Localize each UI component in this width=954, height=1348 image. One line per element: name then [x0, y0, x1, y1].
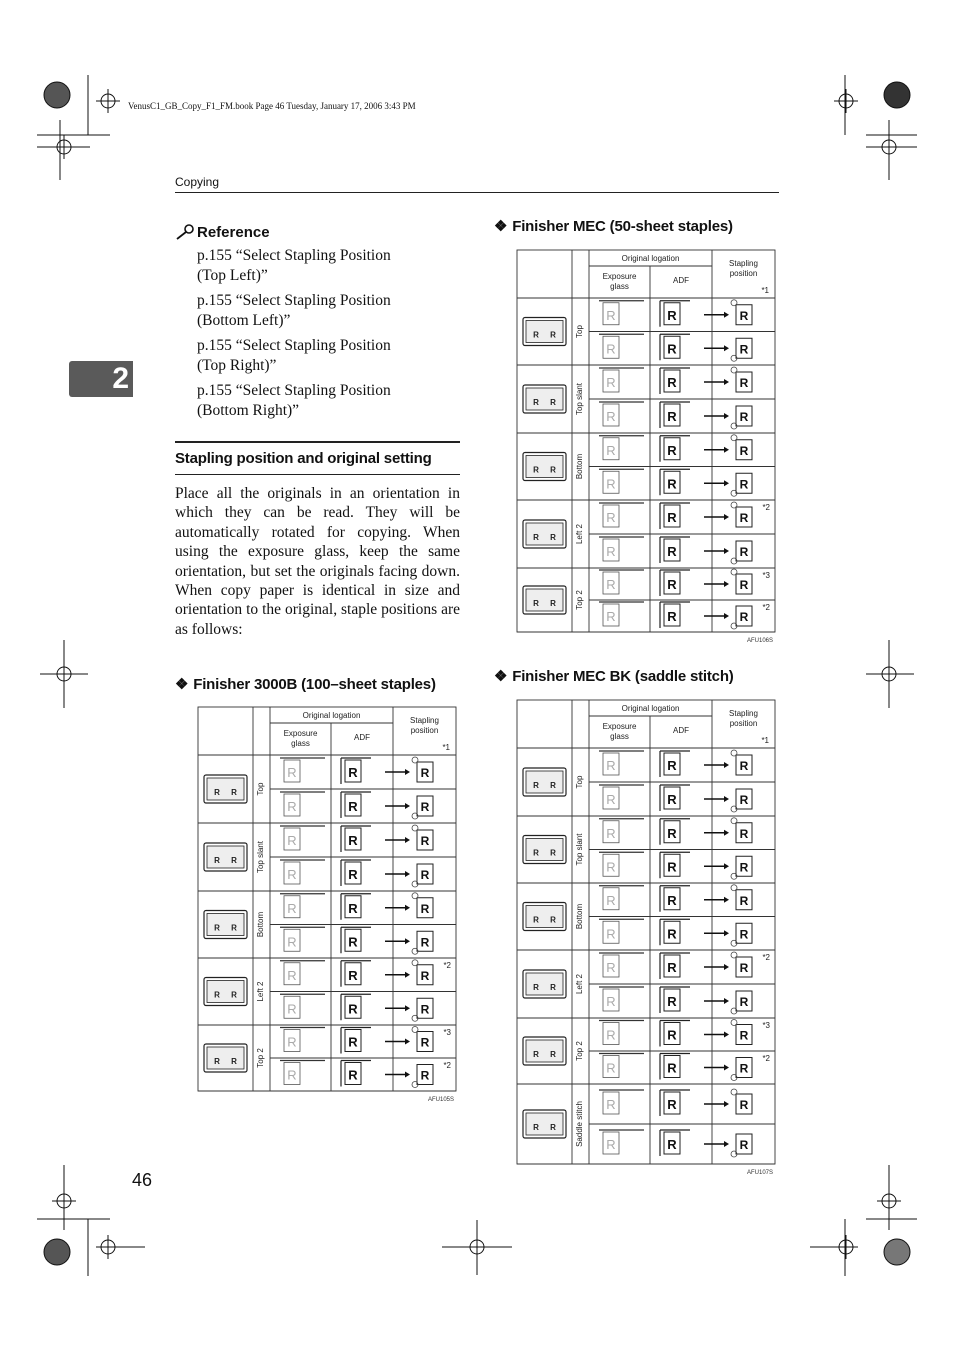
reference-item-line: (Top Left)” [197, 267, 268, 284]
arrow-head-icon [724, 514, 729, 520]
row-label: Bottom [575, 903, 584, 930]
note-marker: *1 [761, 736, 769, 745]
page-adf-glyph-icon: R [667, 375, 677, 390]
arrow-head-icon [724, 312, 729, 318]
page-adf-glyph-icon: R [667, 307, 677, 323]
page-glass-glyph-icon: R [287, 934, 297, 950]
output-glyph-icon: R [739, 443, 749, 458]
output-glyph-icon: R [739, 1028, 749, 1043]
output-glyph-icon: R [739, 578, 749, 592]
page-glass-glyph-icon: R [287, 833, 297, 848]
orientation-glyph-icon: R [533, 848, 539, 858]
col-original-label: Original logation [302, 711, 361, 720]
output-glyph-icon: R [739, 893, 749, 908]
arrow-head-icon [405, 1005, 410, 1011]
col-exposure-label: glass [610, 282, 629, 291]
reference-heading [175, 224, 270, 244]
page-adf-glyph-icon: R [348, 934, 358, 950]
output-glyph-icon: R [739, 927, 749, 942]
note-marker: *2 [443, 961, 451, 970]
orientation-icon-inner [526, 321, 563, 343]
output-glyph-icon: R [420, 901, 430, 916]
arrow-head-icon [724, 447, 729, 453]
page-glass-glyph-icon: R [606, 442, 616, 458]
finisher-mec-title: Finisher MEC (50-sheet staples) [512, 218, 733, 235]
output-glyph-icon: R [420, 935, 430, 950]
staple-icon [731, 1020, 737, 1026]
col-exposure-label: glass [610, 732, 629, 741]
finisher-mec-bk-heading [494, 667, 734, 685]
page-adf-glyph-icon: R [667, 758, 677, 773]
col-original-label: Original logation [621, 254, 680, 263]
row-label: Top slant [575, 833, 584, 866]
arrow-head-icon [724, 930, 729, 936]
page-adf-glyph-icon: R [667, 1027, 677, 1043]
page-glass-glyph-icon: R [606, 859, 616, 875]
note-marker: *2 [762, 1054, 770, 1063]
output-glyph-icon: R [739, 376, 749, 390]
col-exposure-label: glass [291, 739, 310, 748]
col-original-label: Original logation [621, 704, 680, 713]
page-glass-glyph-icon: R [287, 1067, 297, 1083]
output-glyph-icon: R [420, 868, 430, 882]
page-adf-glyph-icon: R [348, 799, 358, 814]
reference-item-line: (Top Right)” [197, 357, 277, 374]
staple-icon [731, 750, 737, 756]
col-exposure-label: Exposure [602, 722, 637, 731]
orientation-glyph-icon: R [231, 856, 237, 865]
page-adf-glyph-icon: R [667, 544, 677, 559]
staple-table-mec [517, 250, 777, 650]
note-marker: *1 [442, 743, 450, 752]
col-stapling-label: position [729, 269, 758, 278]
page-glass-glyph-icon: R [606, 1027, 616, 1043]
arrow-head-icon [405, 837, 410, 843]
arrow-head-icon [724, 379, 729, 385]
finisher-3000b-heading [175, 675, 436, 693]
figure-code: AFU107S [746, 1170, 773, 1176]
header-rule [175, 192, 779, 193]
magnifier-icon [175, 224, 195, 244]
page-glass-glyph-icon: R [287, 765, 297, 780]
orientation-icon-inner [526, 1040, 563, 1062]
file-header: VenusC1_GB_Copy_F1_FM.book Page 46 Tuesday, January 17, 2006 3:43 PM [128, 101, 416, 111]
output-glyph-icon: R [739, 1061, 749, 1076]
arrow-head-icon [724, 1065, 729, 1071]
note-marker: *3 [762, 1021, 770, 1030]
orientation-glyph-icon: R [550, 398, 556, 407]
orientation-icon-inner [526, 906, 563, 928]
output-glyph-icon: R [739, 961, 749, 975]
page-adf-glyph-icon: R [667, 409, 677, 424]
orientation-glyph-icon: R [533, 398, 539, 407]
page-glass-glyph-icon: R [606, 341, 616, 357]
page-adf-glyph-icon: R [667, 859, 677, 875]
orientation-icon-inner [526, 456, 563, 478]
section-body: Place all the originals in an orientation in which they can be read. They will be automatically rotated for copying. When using the exposure glass, keep the same orientation, but set the originals facing down. When copy paper is identical in size and orientation to the original, staple positions are as follows: [175, 485, 460, 638]
page-adf-glyph-icon: R [348, 1067, 358, 1083]
output-glyph-icon: R [739, 610, 749, 624]
staple-icon [412, 757, 418, 763]
col-adf-label: ADF [673, 726, 689, 735]
diamond-bullet-icon: ❖ [175, 676, 189, 693]
orientation-glyph-icon: R [231, 990, 237, 1000]
orientation-glyph-icon: R [550, 915, 556, 925]
page-adf-glyph-icon: R [348, 765, 358, 780]
col-adf-label: ADF [354, 733, 370, 742]
staple-icon [731, 435, 737, 441]
page-adf-glyph-icon: R [667, 792, 677, 807]
output-glyph-icon: R [420, 1035, 430, 1050]
arrow-head-icon [405, 972, 410, 978]
output-glyph-icon: R [739, 477, 749, 492]
orientation-glyph-icon: R [533, 533, 539, 542]
reference-item-line: p.155 “Select Stapling Position [197, 247, 391, 264]
row-label: Top [256, 782, 265, 796]
arrow-head-icon [724, 581, 729, 587]
staple-table-mec-bk [517, 700, 777, 1180]
output-glyph-icon: R [739, 342, 749, 357]
orientation-icon-inner [526, 973, 563, 995]
arrow-head-icon [724, 1101, 729, 1107]
arrow-head-icon [405, 1072, 410, 1078]
note-marker: *3 [443, 1028, 451, 1037]
orientation-glyph-icon: R [533, 599, 539, 608]
orientation-icon-inner [526, 523, 563, 545]
page-adf-glyph-icon: R [348, 867, 358, 882]
reference-item-line: p.155 “Select Stapling Position [197, 292, 391, 309]
page-glass-glyph-icon: R [287, 867, 297, 882]
reference-item[interactable] [197, 381, 459, 421]
col-exposure-label: Exposure [283, 729, 318, 738]
row-label: Left 2 [575, 523, 584, 545]
page-adf-glyph-icon: R [667, 442, 677, 458]
col-stapling-label: Stapling [729, 259, 758, 268]
orientation-glyph-icon: R [231, 923, 237, 933]
col-exposure-label: Exposure [602, 272, 637, 281]
page-glass-glyph-icon: R [606, 1060, 616, 1076]
page-adf-glyph-icon: R [348, 900, 358, 916]
page-glass-glyph-icon: R [606, 577, 616, 592]
row-label: Top slant [256, 840, 265, 874]
row-label: Left 2 [575, 973, 584, 995]
output-glyph-icon: R [739, 511, 749, 525]
finisher-mec-bk-title: Finisher MEC BK (saddle stitch) [512, 668, 734, 685]
page-glass-glyph-icon: R [606, 926, 616, 942]
orientation-glyph-icon: R [214, 923, 220, 933]
staple-icon [731, 300, 737, 306]
orientation-icon-inner [207, 778, 244, 800]
arrow-head-icon [724, 796, 729, 802]
section-rule-bottom [175, 474, 460, 475]
orientation-glyph-icon: R [214, 990, 220, 1000]
orientation-icon-inner [207, 846, 244, 868]
arrow-head-icon [724, 480, 729, 486]
arrow-head-icon [405, 871, 410, 877]
page-adf-glyph-icon: R [348, 1034, 358, 1050]
orientation-glyph-icon: R [550, 330, 556, 340]
page-adf-glyph-icon: R [348, 833, 358, 848]
page-glass-glyph-icon: R [606, 758, 616, 773]
staple-icon [731, 1089, 737, 1095]
orientation-glyph-icon: R [533, 1123, 539, 1132]
output-glyph-icon: R [739, 1098, 749, 1112]
arrow-head-icon [724, 413, 729, 419]
note-marker: *2 [762, 953, 770, 962]
col-stapling-label: position [410, 726, 439, 735]
orientation-glyph-icon: R [550, 1050, 556, 1059]
reference-item[interactable] [197, 246, 459, 286]
page-number: 46 [132, 1170, 153, 1190]
output-glyph-icon: R [739, 759, 749, 773]
page-glass-glyph-icon: R [606, 476, 616, 492]
col-stapling-label: Stapling [729, 709, 758, 718]
orientation-glyph-icon: R [550, 781, 556, 790]
section-title: Stapling position and original setting [175, 450, 432, 467]
page-glass-glyph-icon: R [606, 994, 616, 1009]
row-label: Bottom [256, 911, 265, 938]
orientation-glyph-icon: R [533, 1050, 539, 1059]
orientation-glyph-icon: R [550, 599, 556, 608]
row-label: Saddle stitch [575, 1101, 584, 1147]
orientation-icon-inner [207, 914, 244, 936]
page-glass-glyph-icon: R [606, 1097, 616, 1112]
output-glyph-icon: R [739, 860, 749, 875]
orientation-glyph-icon: R [533, 465, 539, 475]
page-adf-glyph-icon: R [348, 967, 358, 983]
output-glyph-icon: R [420, 968, 430, 983]
output-glyph-icon: R [739, 826, 749, 841]
page-adf-glyph-icon: R [667, 577, 677, 592]
staple-icon [412, 1027, 418, 1033]
arrow-head-icon [724, 613, 729, 619]
arrow-head-icon [724, 964, 729, 970]
arrow-head-icon [724, 897, 729, 903]
reference-item[interactable] [197, 336, 459, 376]
page-glass-glyph-icon: R [606, 825, 616, 841]
page-glass-glyph-icon: R [606, 892, 616, 908]
reference-item[interactable] [197, 291, 459, 331]
page-adf-glyph-icon: R [667, 1060, 677, 1076]
output-glyph-icon: R [739, 410, 749, 424]
orientation-glyph-icon: R [214, 788, 220, 797]
row-label: Top [575, 775, 584, 789]
arrow-head-icon [405, 803, 410, 809]
running-header: Copying [175, 175, 220, 189]
arrow-head-icon [405, 769, 410, 775]
page-glass-glyph-icon: R [606, 609, 616, 624]
staple-icon [731, 952, 737, 958]
reference-title: Reference [197, 224, 270, 241]
finisher-mec-heading [494, 217, 733, 235]
reference-item-line: (Bottom Right)” [197, 402, 300, 419]
orientation-icon-inner [526, 388, 563, 410]
col-stapling-label: position [729, 719, 758, 728]
orientation-glyph-icon: R [231, 788, 237, 797]
orientation-icon-inner [526, 589, 563, 611]
row-label: Left 2 [256, 981, 265, 1002]
staple-table-3000b [198, 707, 458, 1107]
page-glass-glyph-icon: R [606, 409, 616, 424]
arrow-head-icon [405, 1039, 410, 1045]
orientation-glyph-icon: R [533, 983, 539, 992]
col-adf-label: ADF [673, 276, 689, 285]
reference-item-line: (Bottom Left)” [197, 312, 291, 329]
staple-icon [731, 367, 737, 373]
page-adf-glyph-icon: R [667, 892, 677, 908]
page-glass-glyph-icon: R [606, 544, 616, 559]
col-stapling-label: Stapling [410, 716, 439, 725]
figure-code: AFU106S [746, 638, 773, 644]
page-glass-glyph-icon: R [606, 375, 616, 390]
page-glass-glyph-icon: R [606, 792, 616, 807]
page-adf-glyph-icon: R [667, 926, 677, 942]
staple-icon [731, 502, 737, 508]
page-adf-glyph-icon: R [667, 1137, 677, 1152]
staple-icon [731, 885, 737, 891]
chapter-tab: 2 [69, 361, 133, 397]
page-glass-glyph-icon: R [287, 799, 297, 814]
page-adf-glyph-icon: R [667, 609, 677, 624]
arrow-head-icon [405, 938, 410, 944]
row-label: Bottom [575, 453, 584, 480]
output-glyph-icon: R [739, 793, 749, 807]
arrow-head-icon [724, 548, 729, 554]
arrow-head-icon [724, 345, 729, 351]
staple-icon [731, 818, 737, 824]
page-glass-glyph-icon: R [606, 960, 616, 975]
staple-icon [412, 960, 418, 966]
page-glass-glyph-icon: R [287, 1001, 297, 1017]
arrow-head-icon [724, 998, 729, 1004]
reference-item-line: p.155 “Select Stapling Position [197, 337, 391, 354]
section-rule-top [175, 441, 460, 443]
arrow-head-icon [724, 1032, 729, 1038]
note-marker: *1 [761, 286, 769, 295]
arrow-head-icon [724, 863, 729, 869]
orientation-glyph-icon: R [533, 781, 539, 790]
orientation-icon-inner [526, 1113, 563, 1135]
figure-code: AFU105S [427, 1097, 454, 1103]
page-adf-glyph-icon: R [667, 510, 677, 525]
output-glyph-icon: R [739, 545, 749, 559]
row-label: Top [575, 325, 584, 338]
page-adf-glyph-icon: R [667, 1097, 677, 1112]
orientation-glyph-icon: R [550, 465, 556, 475]
page-glass-glyph-icon: R [287, 967, 297, 983]
diamond-bullet-icon: ❖ [494, 668, 508, 685]
reference-item-line: p.155 “Select Stapling Position [197, 382, 391, 399]
orientation-glyph-icon: R [550, 848, 556, 858]
orientation-glyph-icon: R [231, 1057, 237, 1066]
orientation-glyph-icon: R [550, 533, 556, 542]
page-adf-glyph-icon: R [348, 1001, 358, 1017]
orientation-glyph-icon: R [214, 1057, 220, 1066]
page-adf-glyph-icon: R [667, 341, 677, 357]
page-glass-glyph-icon: R [606, 307, 616, 323]
output-glyph-icon: R [420, 1068, 430, 1083]
page-glass-glyph-icon: R [287, 1034, 297, 1050]
orientation-glyph-icon: R [550, 1123, 556, 1132]
page-adf-glyph-icon: R [667, 825, 677, 841]
row-label: Top 2 [575, 590, 584, 610]
note-marker: *2 [443, 1061, 451, 1070]
output-glyph-icon: R [420, 800, 430, 814]
output-glyph-icon: R [420, 834, 430, 848]
staple-icon [412, 825, 418, 831]
output-glyph-icon: R [739, 995, 749, 1009]
page-glass-glyph-icon: R [606, 1137, 616, 1152]
note-marker: *3 [762, 571, 770, 580]
orientation-icon-inner [526, 771, 563, 793]
orientation-icon-inner [207, 981, 244, 1003]
row-label: Top 2 [256, 1048, 265, 1068]
note-marker: *2 [762, 603, 770, 612]
orientation-glyph-icon: R [533, 330, 539, 340]
page-adf-glyph-icon: R [667, 960, 677, 975]
row-label: Top 2 [575, 1041, 584, 1061]
arrow-head-icon [724, 762, 729, 768]
orientation-glyph-icon: R [214, 856, 220, 865]
staple-icon [731, 569, 737, 575]
arrow-head-icon [724, 830, 729, 836]
orientation-icon-inner [526, 839, 563, 861]
output-glyph-icon: R [739, 308, 749, 323]
output-glyph-icon: R [739, 1138, 749, 1152]
finisher-3000b-title: Finisher 3000B (100–sheet staples) [193, 676, 436, 693]
orientation-icon-inner [207, 1047, 244, 1069]
page-adf-glyph-icon: R [667, 994, 677, 1009]
diamond-bullet-icon: ❖ [494, 218, 508, 235]
output-glyph-icon: R [420, 1002, 430, 1017]
arrow-head-icon [724, 1141, 729, 1147]
output-glyph-icon: R [420, 766, 430, 780]
page-glass-glyph-icon: R [287, 900, 297, 916]
orientation-glyph-icon: R [550, 983, 556, 992]
row-label: Top slant [575, 382, 584, 416]
arrow-head-icon [405, 905, 410, 911]
page-glass-glyph-icon: R [606, 510, 616, 525]
orientation-glyph-icon: R [533, 915, 539, 925]
page-adf-glyph-icon: R [667, 476, 677, 492]
note-marker: *2 [762, 503, 770, 512]
staple-icon [412, 893, 418, 899]
